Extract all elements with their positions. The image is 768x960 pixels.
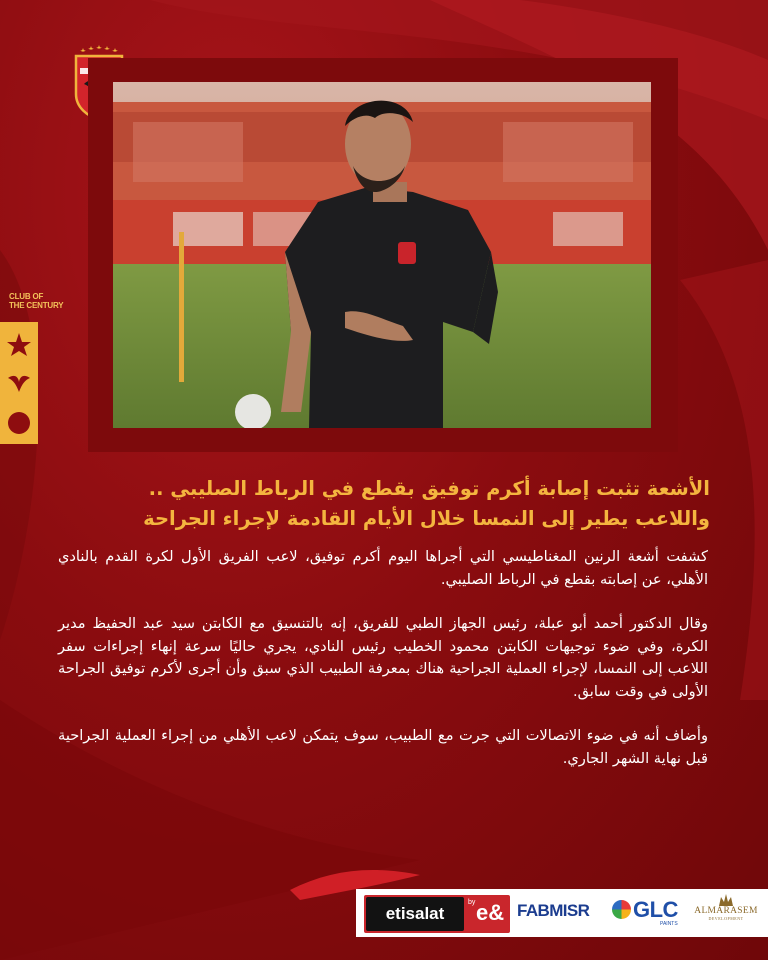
article-headline <box>60 474 710 534</box>
almarasem-emblem-icon <box>718 893 734 907</box>
paragraph: وأضاف أنه في ضوء الاتصالات التي جرت مع الطبيب، سوف يتمكن لاعب الأهلي من إجراء العملية الجراحية قبل نهاية الشهر الجاري. <box>58 727 708 767</box>
eagle-icon <box>6 370 32 396</box>
circle-icon <box>6 410 32 436</box>
glc-paints-label: PAINTS <box>660 921 678 927</box>
paragraph: كشفت أشعة الرنين المغناطيسي التي أجراها اليوم أكرم توفيق، لاعب الفريق الأول لكرة القدم بالنادي الأهلي، عن إصابته بقطع في الرباط الصليبي. <box>58 548 708 588</box>
sponsor-glc-logo <box>612 897 678 923</box>
sponsor-etisalat-logo <box>364 895 510 933</box>
star-icon <box>6 332 32 358</box>
article-body <box>58 546 708 792</box>
glc-wordmark: GLC <box>633 897 678 922</box>
player-photo-illustration <box>113 82 651 428</box>
headline-line-2: واللاعب يطير إلى النمسا خلال الأيام القادمة لإجراء الجراحة <box>143 507 710 530</box>
glc-color-wheel-icon <box>612 900 631 919</box>
player-photo <box>113 82 651 428</box>
eand-wordmark: e& <box>476 900 505 925</box>
sponsor-fabmisr-logo: FABMISR <box>517 901 590 920</box>
etisalat-wordmark: etisalat <box>366 897 464 931</box>
side-accent-strip <box>0 322 38 444</box>
etisalat-by-label: by <box>468 899 476 906</box>
almarasem-development-label: DEVELOPMENT <box>708 916 744 921</box>
sponsor-almarasem-logo <box>690 906 762 921</box>
headline-line-1: الأشعة تثبت إصابة أكرم توفيق بقطع في الرباط الصليبي .. <box>148 477 710 500</box>
paragraph: وقال الدكتور أحمد أبو عبلة، رئيس الجهاز الطبي للفريق، إنه بالتنسيق مع الكابتن سيد عبد الحفيظ مدير الكرة، وفي ضوء توجيهات الكابتن محمود الخطيب رئيس النادي، يجري حاليًا سرعة إنهاء إجراءات سفر اللاعب إلى النمسا، لإجراء العملية الجراحية هناك بمعرفة الطبيب الذي سبق وأن أجرى لأكرم توفيق الجراحة الأولى في وقت سابق. <box>58 615 708 700</box>
almarasem-wordmark: ALMARASEM <box>694 906 758 916</box>
club-of-the-century-label: CLUB OF THE CENTURY <box>9 292 64 310</box>
